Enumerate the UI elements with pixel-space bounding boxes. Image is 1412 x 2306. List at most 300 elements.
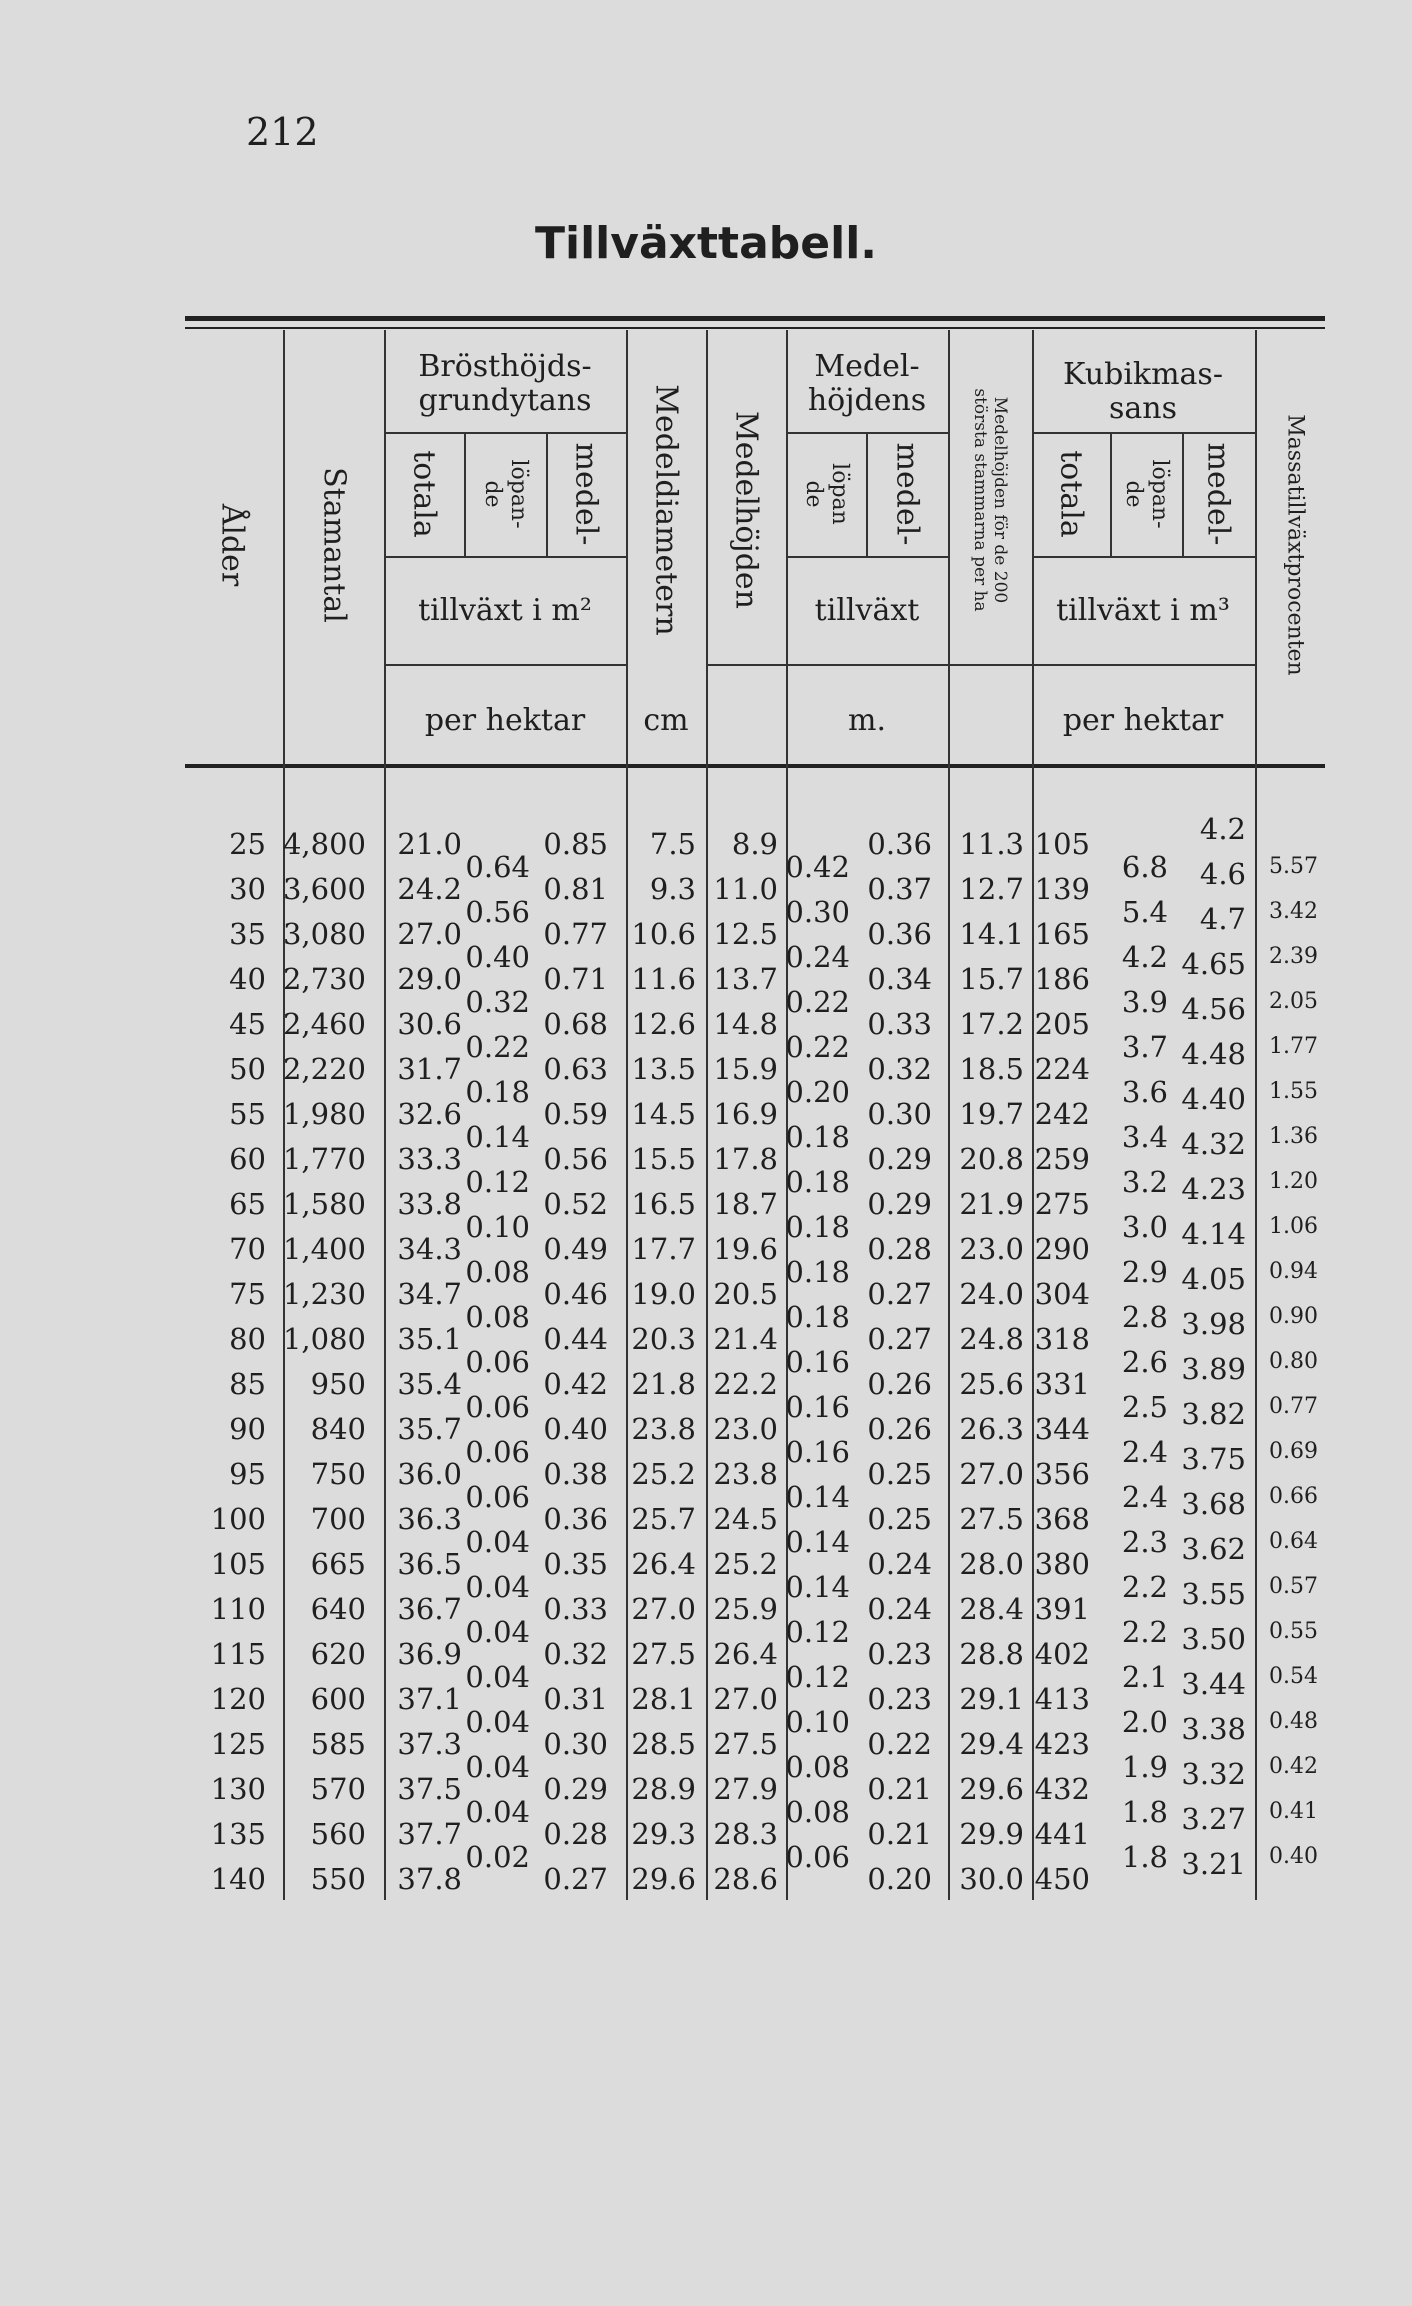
cell-kubik-totala: 450 [1034,1862,1090,1896]
cell-medeldiameter: 11.6 [631,962,696,996]
cell-storsta-200: 28.0 [959,1547,1024,1581]
cell-medeldiameter: 29.6 [631,1862,696,1896]
cell-kubik-lopande: 1.8 [1121,1794,1168,1829]
cell-brost-medel: 0.59 [543,1097,608,1131]
cell-mh-medel: 0.32 [867,1052,932,1086]
divider [786,556,948,558]
cell-kubik-medel: 4.65 [1181,947,1246,981]
cell-medelhojd: 11.0 [713,872,778,906]
cell-stamantal: 4,800 [282,827,366,861]
cell-kubik-totala: 242 [1034,1097,1090,1131]
cell-kubik-totala: 441 [1034,1817,1090,1851]
cell-alder: 95 [229,1457,266,1491]
cell-kubik-medel: 3.55 [1181,1577,1246,1611]
cell-brost-lopande: 0.56 [465,894,530,929]
cell-alder: 135 [210,1817,266,1851]
cell-kubik-totala: 432 [1034,1772,1090,1806]
cell-kubik-medel: 3.32 [1181,1757,1246,1791]
cell-alder: 50 [229,1052,266,1086]
header-mh-lopande: löpan de [801,463,852,525]
cell-alder: 25 [229,827,266,861]
cell-medeldiameter: 28.5 [631,1727,696,1761]
cell-mh-medel: 0.24 [867,1547,932,1581]
header-mh-medel: medel- [889,442,925,546]
cell-mh-medel: 0.34 [867,962,932,996]
cell-brost-totala: 24.2 [397,872,462,906]
cell-medeldiameter: 21.8 [631,1367,696,1401]
cell-brost-totala: 33.8 [397,1187,462,1221]
cell-medeldiameter: 7.5 [649,827,696,861]
cell-kubik-medel: 4.7 [1199,902,1246,936]
header-kubik-lopande: löpan- de [1121,459,1172,529]
cell-storsta-200: 24.8 [959,1322,1024,1356]
cell-brost-totala: 34.3 [397,1232,462,1266]
cell-kubik-lopande: 2.8 [1121,1299,1168,1334]
cell-medeldiameter: 14.5 [631,1097,696,1131]
cell-medeldiameter: 13.5 [631,1052,696,1086]
divider [1182,432,1184,556]
cell-kubik-totala: 318 [1034,1322,1090,1356]
cell-kubik-medel: 4.56 [1181,992,1246,1026]
divider [546,432,548,556]
cell-massatillvaxt: 1.06 [1269,1213,1318,1239]
cell-brost-lopande: 0.32 [465,984,530,1019]
cell-brost-medel: 0.35 [543,1547,608,1581]
cell-alder: 65 [229,1187,266,1221]
cell-medeldiameter: 27.5 [631,1637,696,1671]
cell-kubik-medel: 3.21 [1181,1847,1246,1881]
cell-brost-medel: 0.30 [543,1727,608,1761]
cell-kubik-lopande: 2.2 [1121,1614,1168,1649]
header-kubikmassans: Kubikmas- sans [1063,357,1223,426]
cell-mh-lopande: 0.30 [785,894,850,929]
cell-brost-lopande: 0.08 [465,1254,530,1289]
cell-stamantal: 560 [310,1817,366,1851]
cell-storsta-200: 25.6 [959,1367,1024,1401]
cell-massatillvaxt: 2.05 [1269,988,1318,1014]
cell-kubik-totala: 331 [1034,1367,1090,1401]
cell-mh-lopande: 0.22 [785,984,850,1019]
cell-mh-medel: 0.25 [867,1502,932,1536]
cell-massatillvaxt: 0.64 [1269,1528,1318,1554]
cell-storsta-200: 29.1 [959,1682,1024,1716]
cell-storsta-200: 30.0 [959,1862,1024,1896]
cell-mh-lopande: 0.06 [785,1839,850,1874]
page-number: 212 [246,110,319,154]
cell-storsta-200: 12.7 [959,872,1024,906]
top-rule [185,316,1325,321]
cell-brost-totala: 35.7 [397,1412,462,1446]
header-per-hektar-2: per hektar [1062,703,1224,738]
cell-mh-medel: 0.21 [867,1817,932,1851]
cell-mh-lopande: 0.18 [785,1119,850,1154]
divider [384,664,626,666]
cell-brost-totala: 35.1 [397,1322,462,1356]
cell-brost-totala: 36.0 [397,1457,462,1491]
cell-storsta-200: 11.3 [959,827,1024,861]
header-per-hektar-1: per hektar [424,703,586,738]
cell-medeldiameter: 28.9 [631,1772,696,1806]
cell-medelhojd: 18.7 [713,1187,778,1221]
cell-alder: 115 [210,1637,266,1671]
cell-storsta-200: 20.8 [959,1142,1024,1176]
cell-mh-lopande: 0.18 [785,1254,850,1289]
cell-brost-lopande: 0.06 [465,1389,530,1424]
cell-medeldiameter: 9.3 [649,872,696,906]
cell-medeldiameter: 20.3 [631,1322,696,1356]
divider [1110,432,1112,556]
cell-kubik-totala: 259 [1034,1142,1090,1176]
cell-alder: 125 [210,1727,266,1761]
header-brost-totala: totala [406,450,442,538]
cell-kubik-medel: 3.50 [1181,1622,1246,1656]
cell-brost-lopande: 0.04 [465,1704,530,1739]
cell-medeldiameter: 10.6 [631,917,696,951]
header-brost-lopande: löpan- de [480,459,531,529]
header-brost-medel: medel- [568,442,604,546]
cell-brost-lopande: 0.04 [465,1794,530,1829]
cell-alder: 90 [229,1412,266,1446]
header-kubik-tillvaxt: tillväxt i m³ [1056,593,1230,628]
cell-brost-lopande: 0.06 [465,1344,530,1379]
cell-kubik-medel: 4.23 [1181,1172,1246,1206]
cell-massatillvaxt: 0.57 [1269,1573,1318,1599]
cell-alder: 140 [210,1862,266,1896]
cell-brost-totala: 35.4 [397,1367,462,1401]
cell-brost-lopande: 0.08 [465,1299,530,1334]
cell-kubik-lopande: 4.2 [1121,939,1168,974]
cell-brost-totala: 30.6 [397,1007,462,1041]
divider [384,556,626,558]
cell-brost-medel: 0.38 [543,1457,608,1491]
header-stamantal: Stamantal [316,467,352,623]
cell-medeldiameter: 28.1 [631,1682,696,1716]
cell-stamantal: 950 [310,1367,366,1401]
cell-medeldiameter: 12.6 [631,1007,696,1041]
cell-kubik-totala: 391 [1034,1592,1090,1626]
cell-kubik-totala: 368 [1034,1502,1090,1536]
cell-alder: 35 [229,917,266,951]
cell-mh-medel: 0.27 [867,1277,932,1311]
cell-mh-lopande: 0.12 [785,1659,850,1694]
cell-kubik-totala: 224 [1034,1052,1090,1086]
cell-massatillvaxt: 2.39 [1269,943,1318,969]
cell-medelhojd: 17.8 [713,1142,778,1176]
cell-storsta-200: 29.6 [959,1772,1024,1806]
cell-brost-medel: 0.68 [543,1007,608,1041]
cell-mh-lopande: 0.42 [785,849,850,884]
cell-medelhojd: 14.8 [713,1007,778,1041]
header-medelhojdens: Medel- höjdens [807,349,927,418]
cell-storsta-200: 19.7 [959,1097,1024,1131]
cell-kubik-lopande: 2.5 [1121,1389,1168,1424]
cell-storsta-200: 23.0 [959,1232,1024,1266]
cell-stamantal: 570 [310,1772,366,1806]
cell-brost-lopande: 0.40 [465,939,530,974]
divider [706,664,1032,666]
cell-brost-totala: 29.0 [397,962,462,996]
header-kubik-totala: totala [1053,450,1089,538]
cell-medelhojd: 12.5 [713,917,778,951]
cell-medelhojd: 21.4 [713,1322,778,1356]
cell-kubik-medel: 4.14 [1181,1217,1246,1251]
cell-mh-lopande: 0.18 [785,1209,850,1244]
cell-mh-medel: 0.26 [867,1367,932,1401]
cell-kubik-lopande: 2.2 [1121,1569,1168,1604]
cell-medelhojd: 16.9 [713,1097,778,1131]
cell-kubik-medel: 3.75 [1181,1442,1246,1476]
cell-massatillvaxt: 0.80 [1269,1348,1318,1374]
cell-mh-medel: 0.26 [867,1412,932,1446]
cell-massatillvaxt: 0.41 [1269,1798,1318,1824]
cell-kubik-medel: 3.27 [1181,1802,1246,1836]
cell-massatillvaxt: 0.54 [1269,1663,1318,1689]
cell-brost-totala: 32.6 [397,1097,462,1131]
cell-brost-lopande: 0.22 [465,1029,530,1064]
cell-brost-medel: 0.71 [543,962,608,996]
cell-medelhojd: 27.9 [713,1772,778,1806]
cell-brost-totala: 33.3 [397,1142,462,1176]
cell-massatillvaxt: 1.36 [1269,1123,1318,1149]
cell-medelhojd: 23.8 [713,1457,778,1491]
cell-massatillvaxt: 0.40 [1269,1843,1318,1869]
cell-brost-medel: 0.33 [543,1592,608,1626]
cell-brost-lopande: 0.10 [465,1209,530,1244]
cell-mh-medel: 0.23 [867,1682,932,1716]
cell-kubik-medel: 3.44 [1181,1667,1246,1701]
cell-kubik-totala: 413 [1034,1682,1090,1716]
cell-medelhojd: 25.2 [713,1547,778,1581]
divider [384,432,626,434]
cell-brost-lopande: 0.14 [465,1119,530,1154]
cell-storsta-200: 14.1 [959,917,1024,951]
cell-mh-lopande: 0.14 [785,1524,850,1559]
cell-storsta-200: 24.0 [959,1277,1024,1311]
cell-brost-totala: 34.7 [397,1277,462,1311]
cell-mh-lopande: 0.22 [785,1029,850,1064]
cell-storsta-200: 15.7 [959,962,1024,996]
cell-alder: 75 [229,1277,266,1311]
cell-brost-totala: 36.5 [397,1547,462,1581]
cell-medeldiameter: 23.8 [631,1412,696,1446]
cell-mh-lopande: 0.18 [785,1299,850,1334]
cell-stamantal: 3,600 [282,872,366,906]
cell-storsta-200: 21.9 [959,1187,1024,1221]
cell-brost-lopande: 0.12 [465,1164,530,1199]
cell-kubik-totala: 423 [1034,1727,1090,1761]
cell-stamantal: 840 [310,1412,366,1446]
cell-brost-medel: 0.28 [543,1817,608,1851]
header-brost-tillvaxt: tillväxt i m² [418,593,592,628]
cell-alder: 80 [229,1322,266,1356]
cell-stamantal: 3,080 [282,917,366,951]
cell-kubik-totala: 344 [1034,1412,1090,1446]
cell-kubik-medel: 4.2 [1199,812,1246,846]
cell-kubik-totala: 402 [1034,1637,1090,1671]
cell-kubik-totala: 105 [1034,827,1090,861]
cell-massatillvaxt: 1.55 [1269,1078,1318,1104]
cell-storsta-200: 27.0 [959,1457,1024,1491]
cell-brost-totala: 37.8 [397,1862,462,1896]
cell-medelhojd: 19.6 [713,1232,778,1266]
cell-brost-lopande: 0.04 [465,1659,530,1694]
cell-medeldiameter: 27.0 [631,1592,696,1626]
cell-brost-totala: 21.0 [397,827,462,861]
cell-mh-lopande: 0.16 [785,1389,850,1424]
cell-medelhojd: 22.2 [713,1367,778,1401]
cell-brost-lopande: 0.06 [465,1479,530,1514]
cell-mh-medel: 0.25 [867,1457,932,1491]
cell-medelhojd: 28.6 [713,1862,778,1896]
cell-mh-medel: 0.37 [867,872,932,906]
cell-alder: 120 [210,1682,266,1716]
cell-mh-medel: 0.30 [867,1097,932,1131]
cell-brost-medel: 0.52 [543,1187,608,1221]
cell-kubik-totala: 304 [1034,1277,1090,1311]
cell-brost-medel: 0.63 [543,1052,608,1086]
cell-massatillvaxt: 0.77 [1269,1393,1318,1419]
cell-mh-lopande: 0.10 [785,1704,850,1739]
cell-storsta-200: 26.3 [959,1412,1024,1446]
cell-massatillvaxt: 1.20 [1269,1168,1318,1194]
cell-kubik-medel: 3.82 [1181,1397,1246,1431]
cell-medelhojd: 27.0 [713,1682,778,1716]
cell-storsta-200: 28.8 [959,1637,1024,1671]
cell-kubik-lopande: 3.4 [1121,1119,1168,1154]
cell-mh-medel: 0.27 [867,1322,932,1356]
cell-medeldiameter: 25.7 [631,1502,696,1536]
cell-alder: 55 [229,1097,266,1131]
cell-medeldiameter: 19.0 [631,1277,696,1311]
cell-storsta-200: 27.5 [959,1502,1024,1536]
cell-kubik-totala: 275 [1034,1187,1090,1221]
cell-massatillvaxt: 0.48 [1269,1708,1318,1734]
header-massatillvaxtprocenten: Massatillväxtprocenten [1282,414,1308,676]
cell-medelhojd: 25.9 [713,1592,778,1626]
cell-medeldiameter: 17.7 [631,1232,696,1266]
cell-mh-medel: 0.33 [867,1007,932,1041]
divider [1032,664,1255,666]
header-medelhojden: Medelhöjden [728,411,764,609]
cell-mh-medel: 0.21 [867,1772,932,1806]
cell-brost-lopande: 0.64 [465,849,530,884]
cell-brost-medel: 0.56 [543,1142,608,1176]
cell-massatillvaxt: 0.90 [1269,1303,1318,1329]
cell-brost-medel: 0.42 [543,1367,608,1401]
header-mh-tillvaxt: tillväxt [814,593,920,628]
cell-kubik-medel: 3.38 [1181,1712,1246,1746]
divider [464,432,466,556]
cell-kubik-medel: 4.40 [1181,1082,1246,1116]
cell-brost-medel: 0.29 [543,1772,608,1806]
cell-mh-lopande: 0.16 [785,1344,850,1379]
cell-brost-medel: 0.49 [543,1232,608,1266]
cell-stamantal: 750 [310,1457,366,1491]
cell-stamantal: 2,460 [282,1007,366,1041]
cell-brost-lopande: 0.02 [465,1839,530,1874]
cell-storsta-200: 29.9 [959,1817,1024,1851]
cell-stamantal: 585 [310,1727,366,1761]
cell-kubik-lopande: 1.8 [1121,1839,1168,1874]
cell-mh-medel: 0.20 [867,1862,932,1896]
cell-brost-totala: 37.7 [397,1817,462,1851]
cell-medeldiameter: 15.5 [631,1142,696,1176]
cell-kubik-totala: 290 [1034,1232,1090,1266]
page-title: Tillväxttabell. [535,218,877,269]
divider [1032,432,1255,434]
cell-stamantal: 1,080 [282,1322,366,1356]
cell-stamantal: 2,220 [282,1052,366,1086]
cell-brost-lopande: 0.04 [465,1569,530,1604]
header-unit-m: m. [848,703,886,738]
cell-brost-lopande: 0.04 [465,1749,530,1784]
cell-mh-lopande: 0.14 [785,1479,850,1514]
cell-massatillvaxt: 0.94 [1269,1258,1318,1284]
cell-brost-medel: 0.77 [543,917,608,951]
cell-kubik-lopande: 2.6 [1121,1344,1168,1379]
cell-kubik-lopande: 2.9 [1121,1254,1168,1289]
cell-kubik-lopande: 2.4 [1121,1479,1168,1514]
header-kubik-medel: medel- [1200,442,1236,546]
cell-kubik-medel: 4.48 [1181,1037,1246,1071]
cell-brost-medel: 0.32 [543,1637,608,1671]
top-rule-thin [185,327,1325,329]
cell-medeldiameter: 26.4 [631,1547,696,1581]
cell-mh-lopande: 0.14 [785,1569,850,1604]
cell-storsta-200: 18.5 [959,1052,1024,1086]
cell-storsta-200: 29.4 [959,1727,1024,1761]
cell-medeldiameter: 29.3 [631,1817,696,1851]
cell-brost-totala: 31.7 [397,1052,462,1086]
cell-stamantal: 1,980 [282,1097,366,1131]
divider [866,432,868,556]
cell-stamantal: 550 [310,1862,366,1896]
cell-mh-medel: 0.23 [867,1637,932,1671]
cell-brost-totala: 36.3 [397,1502,462,1536]
cell-medelhojd: 28.3 [713,1817,778,1851]
cell-stamantal: 2,730 [282,962,366,996]
cell-kubik-lopande: 3.2 [1121,1164,1168,1199]
divider [1032,556,1255,558]
cell-kubik-medel: 4.05 [1181,1262,1246,1296]
cell-medelhojd: 27.5 [713,1727,778,1761]
cell-alder: 85 [229,1367,266,1401]
cell-storsta-200: 28.4 [959,1592,1024,1626]
header-medeldiametern: Medeldiametern [648,384,684,636]
cell-brost-medel: 0.40 [543,1412,608,1446]
cell-brost-medel: 0.44 [543,1322,608,1356]
cell-medelhojd: 26.4 [713,1637,778,1671]
header-storsta-200: Medelhöjden för de 200 största stammarna per ha [970,388,1010,612]
cell-kubik-lopande: 2.1 [1121,1659,1168,1694]
cell-mh-lopande: 0.24 [785,939,850,974]
cell-brost-totala: 37.3 [397,1727,462,1761]
cell-kubik-medel: 4.32 [1181,1127,1246,1161]
header-alder: Ålder [214,503,250,587]
cell-brost-totala: 36.7 [397,1592,462,1626]
cell-brost-medel: 0.31 [543,1682,608,1716]
cell-kubik-lopande: 3.6 [1121,1074,1168,1109]
cell-alder: 45 [229,1007,266,1041]
cell-mh-lopande: 0.12 [785,1614,850,1649]
cell-kubik-totala: 356 [1034,1457,1090,1491]
cell-brost-medel: 0.85 [543,827,608,861]
cell-brost-medel: 0.81 [543,872,608,906]
cell-kubik-lopande: 1.9 [1121,1749,1168,1784]
cell-kubik-lopande: 3.0 [1121,1209,1168,1244]
cell-medelhojd: 15.9 [713,1052,778,1086]
cell-stamantal: 620 [310,1637,366,1671]
